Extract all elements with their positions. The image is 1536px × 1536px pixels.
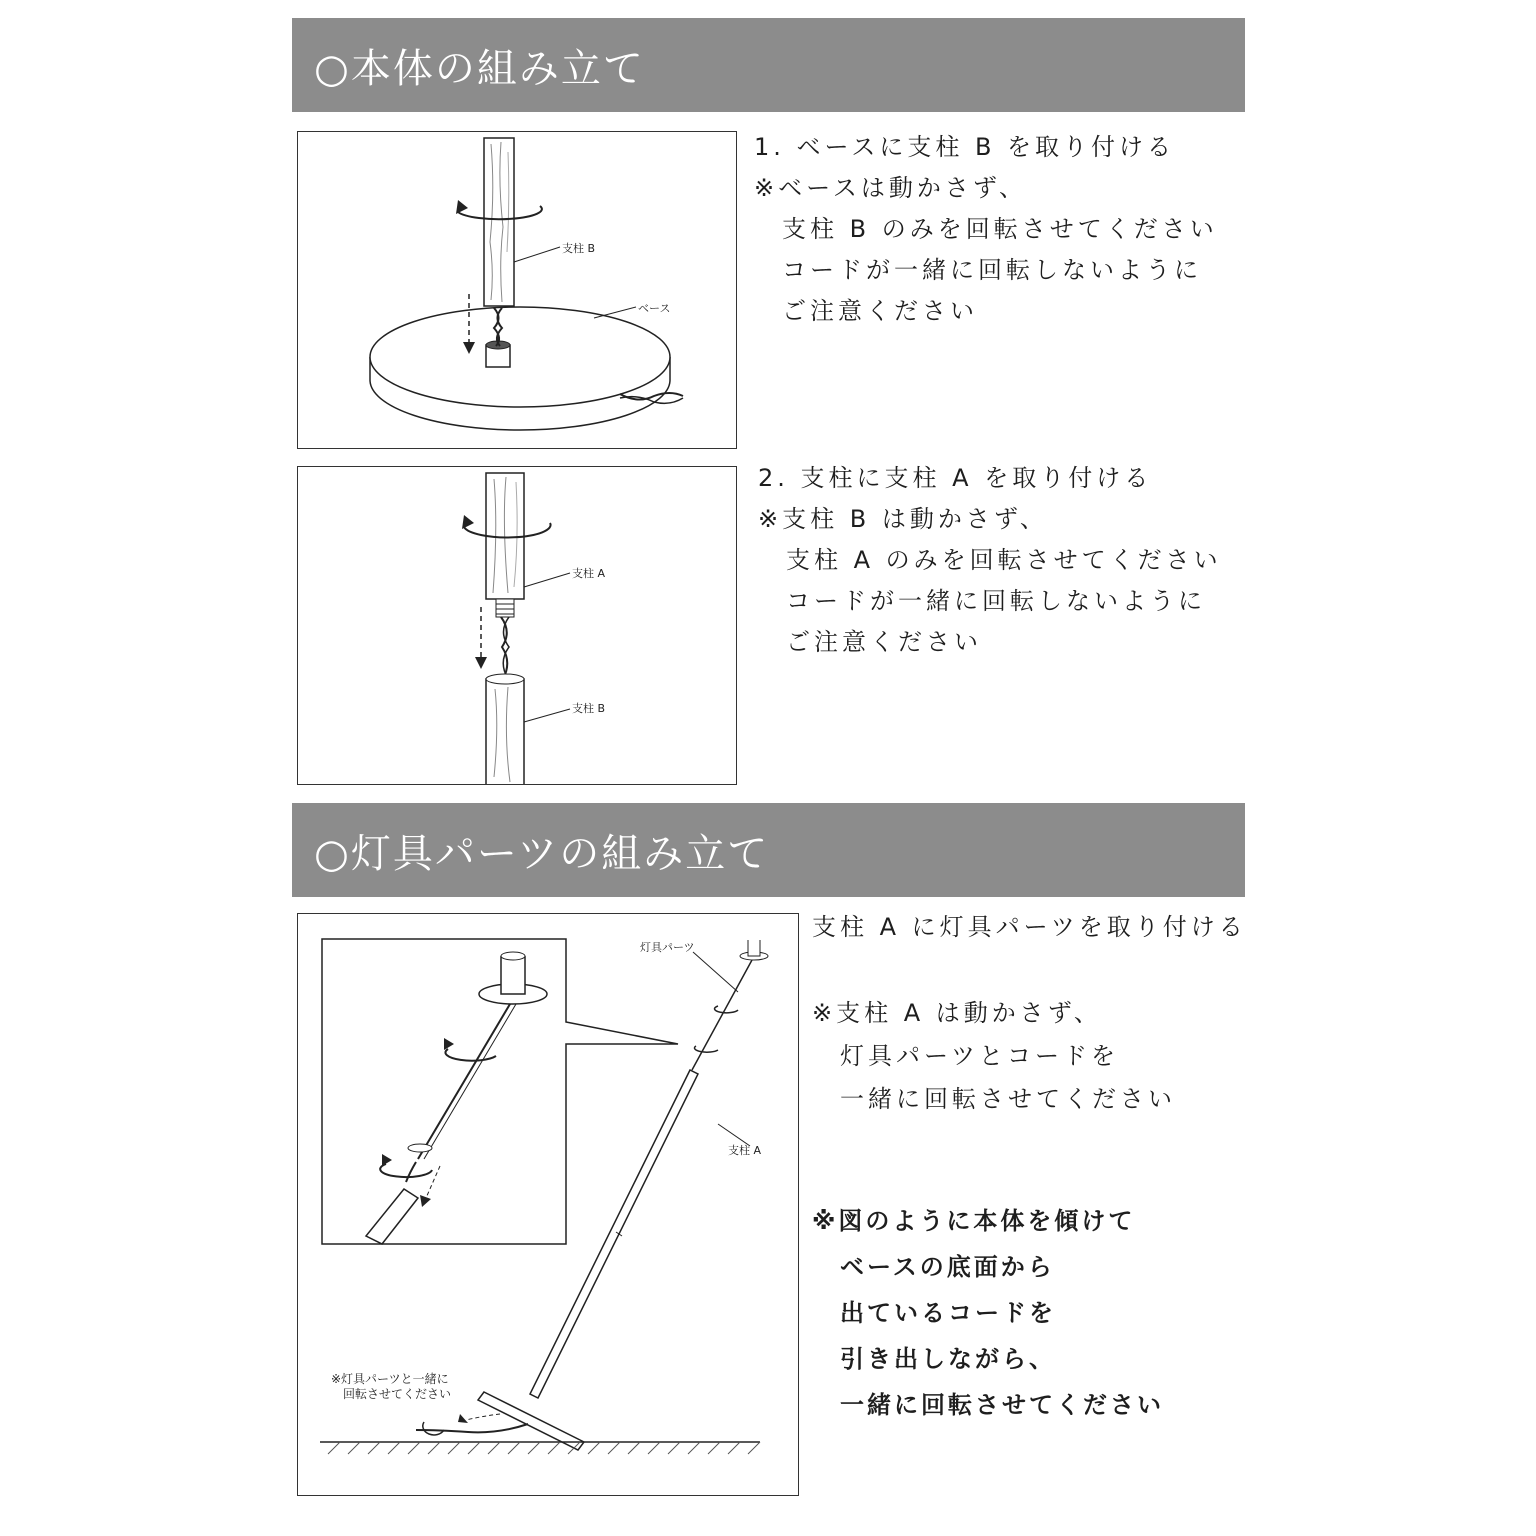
label-pole-b: 支柱 B [562,242,596,255]
step3-line-3: 灯具パーツとコードを [840,1042,1120,1070]
step3-line-1: 支柱 A に灯具パーツを取り付ける [812,913,1247,941]
step2-line-4: コードが一緒に回転しないように [786,587,1206,615]
step2-illustration [297,466,737,785]
step3-note-line-2: ベースの底面から [840,1253,1055,1281]
section-title: ○本体の組み立て [314,45,645,92]
step3-line-4: 一緒に回転させてください [840,1085,1176,1113]
step3-note [812,1198,1164,1428]
section-header-fixture-assembly [292,803,1245,897]
step2-line-3: 支柱 A のみを回転させてください [786,546,1222,574]
spacer [812,949,1247,992]
step1-instructions [754,127,1218,332]
label-cord-note-2: 回転させてください [343,1387,452,1401]
pole-joint-diagram [298,467,737,785]
label-cord-note-1: ※灯具パーツと一緒に [331,1372,449,1386]
section-title: ○灯具パーツの組み立て [314,830,770,877]
fixture-assembly-diagram [298,914,799,1496]
section-header-body-assembly [292,18,1245,112]
step3-note-line-3: 出ているコードを [840,1299,1056,1327]
step3-note-line-1: ※図のように本体を傾けて [812,1207,1136,1235]
step2-line-5: ご注意ください [786,628,982,656]
step1-line-4: コードが一緒に回転しないように [782,256,1202,284]
label-pole-a: 支柱 A [572,567,606,580]
pole-base-diagram [298,132,737,449]
step3-instructions [812,906,1247,1121]
step1-line-5: ご注意ください [782,297,978,325]
step3-illustration [297,913,799,1496]
step2-line-1: 2. 支柱に支柱 A を取り付ける [758,464,1153,492]
label-pole-b: 支柱 B [572,702,606,715]
label-base: ベース [638,302,671,315]
label-pole-a: 支柱 A [728,1144,762,1157]
label-fixture-parts: 灯具パーツ [640,941,695,954]
step2-instructions [758,458,1222,663]
step1-line-3: 支柱 B のみを回転させてください [782,215,1218,243]
step3-note-line-5: 一緒に回転させてください [840,1391,1164,1419]
step2-line-2: ※支柱 B は動かさず、 [758,505,1048,533]
step1-line-1: 1. ベースに支柱 B を取り付ける [754,133,1176,161]
step1-illustration [297,131,737,449]
step3-line-2: ※支柱 A は動かさず、 [812,999,1102,1027]
step1-line-2: ※ベースは動かさず、 [754,174,1027,202]
step3-note-line-4: 引き出しながら、 [840,1345,1056,1373]
